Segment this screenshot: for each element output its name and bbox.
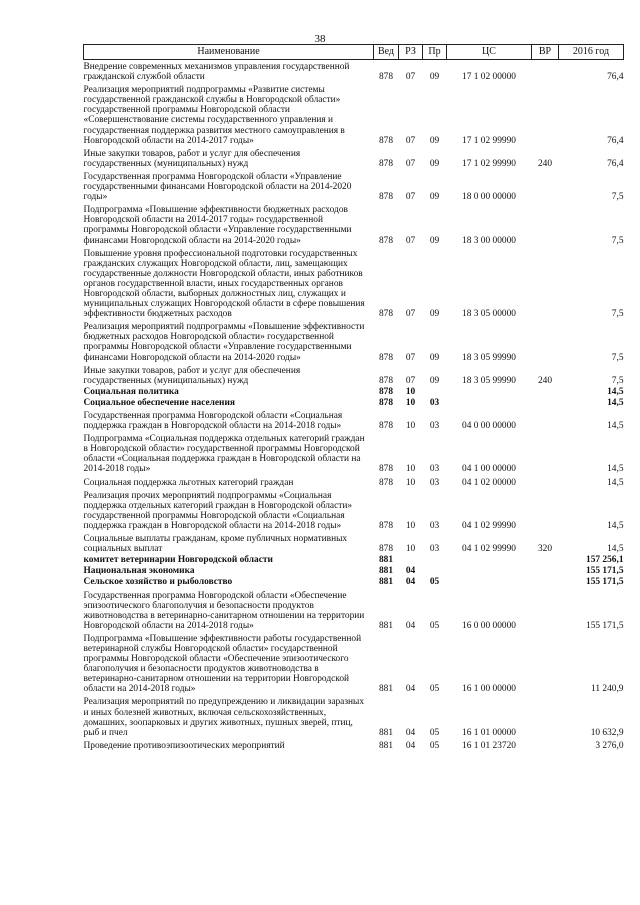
cell-cs: 04 1 02 99990 (462, 544, 516, 555)
cell-rz: 10 (405, 544, 416, 555)
cell-cs: 18 3 05 99990 (462, 375, 516, 386)
cell-name: Внедрение современных механизмов управления государственной гражданской службой области (83, 62, 350, 83)
table-body (84, 60, 624, 752)
cell-cs (447, 387, 532, 398)
table-row (84, 476, 624, 489)
cell-cs: 17 1 02 99990 (462, 158, 516, 169)
cell-cs (447, 577, 532, 588)
table-row (84, 320, 624, 363)
cell-amount: 155 171,5 (586, 566, 624, 577)
cell-pr (423, 555, 447, 566)
cell-pr: 09 (429, 158, 440, 169)
cell-ved: 881 (378, 740, 394, 751)
cell-ved: 878 (378, 421, 394, 432)
cell-vr (532, 432, 559, 475)
cell-name: Подпрограмма «Социальная поддержка отдельных категорий граждан в Новгородской области» государственной программы Новгородской области «Социальная поддержка граждан в Новгородской области на 2014-2018 годы» (83, 434, 365, 475)
cell-amount: 7,5 (611, 375, 624, 386)
table-row (84, 739, 624, 752)
cell-vr: 240 (537, 158, 553, 169)
cell-name: Государственная программа Новгородской области «Управление государственными финансами Новгородской области на 2014-2020 годы» (83, 171, 352, 203)
cell-pr: 03 (429, 421, 440, 432)
cell-ved: 878 (378, 544, 394, 555)
cell-rz: 07 (405, 135, 416, 146)
cell-amount: 14,5 (607, 544, 624, 555)
table-row (84, 364, 624, 387)
cell-rz: 10 (405, 397, 416, 408)
cell-name: Социальные выплаты гражданам, кроме публичных нормативных социальных выплат (83, 534, 348, 555)
cell-pr: 09 (429, 352, 440, 363)
cell-rz: 10 (405, 477, 416, 488)
cell-ved: 878 (378, 309, 394, 320)
cell-name: Реализация прочих мероприятий подпрограммы «Социальная поддержка отдельных категорий граждан в Новгородской области» государственной программы Новгородской области «Социальная поддержка граждан в Новгородской области на 2014-2018 годы» (83, 490, 353, 531)
header-name: Наименование (84, 45, 374, 60)
cell-cs (447, 555, 532, 566)
cell-cs: 16 1 01 23720 (462, 740, 516, 751)
table-row (84, 203, 624, 246)
cell-name: Социальная поддержка льготных категорий граждан (83, 477, 294, 488)
cell-vr (532, 589, 559, 632)
cell-vr (532, 320, 559, 363)
cell-name: комитет ветеринарии Новгородской области (83, 555, 273, 566)
cell-name: Социальное обеспечение населения (83, 397, 235, 408)
cell-ved: 881 (378, 727, 394, 738)
cell-ved: 878 (378, 375, 394, 386)
cell-ved: 881 (378, 684, 394, 695)
cell-amount: 76,4 (607, 72, 624, 83)
cell-ved: 878 (378, 192, 394, 203)
cell-ved: 881 (378, 577, 394, 588)
cell-ved: 881 (378, 566, 394, 577)
cell-name: Проведение противоэпизоотических мероприятий (83, 740, 285, 751)
cell-pr: 03 (429, 397, 440, 408)
cell-vr (532, 489, 559, 532)
table-row (84, 695, 624, 738)
cell-pr: 09 (429, 235, 440, 246)
cell-cs: 04 1 02 00000 (462, 477, 516, 488)
cell-amount: 7,5 (611, 235, 624, 246)
cell-rz (399, 555, 423, 566)
cell-ved: 878 (378, 352, 394, 363)
cell-amount: 155 171,5 (586, 620, 624, 631)
cell-rz: 07 (405, 375, 416, 386)
cell-pr: 03 (429, 464, 440, 475)
cell-ved: 878 (378, 464, 394, 475)
cell-name: Реализация мероприятий подпрограммы «Повышение эффективности бюджетных расходов Новгородской области» государственной программы Новгородской области «Управление государственными финансами Новгородской области на 2014-2020 годы» (83, 322, 365, 363)
cell-ved: 878 (378, 135, 394, 146)
cell-cs: 18 3 05 99990 (462, 352, 516, 363)
cell-ved: 881 (378, 620, 394, 631)
cell-vr: 320 (537, 544, 553, 555)
table-row (84, 60, 624, 84)
cell-amount: 14,5 (607, 520, 624, 531)
cell-rz: 07 (405, 235, 416, 246)
cell-vr (532, 83, 559, 147)
cell-cs: 16 0 00 00000 (462, 620, 516, 631)
cell-vr (532, 632, 559, 696)
cell-vr (532, 170, 559, 203)
cell-name: Иные закупки товаров, работ и услуг для обеспечения государственных (муниципальных) нужд (83, 365, 301, 386)
cell-ved: 878 (378, 72, 394, 83)
cell-pr: 03 (429, 477, 440, 488)
cell-rz: 10 (405, 520, 416, 531)
cell-ved: 881 (378, 555, 394, 566)
cell-pr: 09 (429, 309, 440, 320)
cell-amount: 14,5 (607, 464, 624, 475)
cell-name: Государственная программа Новгородской области «Обеспечение эпизоотического благополучия и безопасности продуктов животноводства в ветеринарно-санитарном отношении на территории Новгородской области на 2014-2018 годы» (83, 590, 365, 631)
cell-cs: 16 1 01 00000 (462, 727, 516, 738)
cell-cs: 16 1 00 00000 (462, 684, 516, 695)
cell-name: Реализация мероприятий подпрограммы «Развитие системы государственной гражданской службы в Новгородской области» государственной программы Новгородской области «Совершенствование системы государственного управления и государственная поддержка развития местного самоуправления в Новгородской области на 2014-2017 годы» (83, 85, 345, 146)
cell-vr (532, 566, 559, 577)
table-row (84, 589, 624, 632)
table-row (84, 170, 624, 203)
cell-ved: 878 (378, 386, 394, 397)
cell-amount: 7,5 (611, 192, 624, 203)
cell-rz: 07 (405, 72, 416, 83)
cell-name: Подпрограмма «Повышение эффективности бюджетных расходов Новгородской области на 2014-2017 годы» государственной программы Новгородской области «Управление государственными финансами Новгородской области на 2014-2020 годы» (83, 205, 352, 246)
cell-amount: 7,5 (611, 352, 624, 363)
cell-vr (532, 60, 559, 84)
cell-rz: 07 (405, 192, 416, 203)
cell-name: Реализация мероприятий по предупреждению и ликвидации заразных и иных болезней животных, включая сельскохозяйственных, домашних, зоопарковых и других животных, пушных зверей, птиц, рыб и пчел (83, 697, 365, 738)
table-row (84, 247, 624, 321)
cell-rz: 10 (405, 421, 416, 432)
cell-amount: 11 240,9 (591, 684, 624, 695)
cell-cs: 17 1 02 99990 (462, 135, 516, 146)
table-row (84, 532, 624, 555)
cell-cs: 18 3 00 00000 (462, 235, 516, 246)
cell-rz: 10 (405, 464, 416, 475)
cell-pr (423, 566, 447, 577)
cell-amount: 7,5 (611, 309, 624, 320)
cell-pr (423, 387, 447, 398)
cell-rz: 04 (405, 740, 416, 751)
cell-pr: 09 (429, 72, 440, 83)
cell-name: Национальная экономика (83, 566, 195, 577)
header-cs: ЦС (447, 45, 532, 60)
cell-amount: 76,4 (607, 158, 624, 169)
cell-rz: 07 (405, 158, 416, 169)
table-row (84, 83, 624, 147)
cell-cs: 17 1 02 00000 (462, 72, 516, 83)
table-row (84, 387, 624, 398)
cell-pr: 05 (429, 620, 440, 631)
table-row (84, 409, 624, 432)
table-row (84, 632, 624, 696)
table-row (84, 566, 624, 577)
cell-pr: 05 (429, 727, 440, 738)
cell-cs: 18 0 00 00000 (462, 192, 516, 203)
cell-ved: 878 (378, 397, 394, 408)
cell-rz: 10 (405, 386, 416, 397)
cell-rz: 07 (405, 309, 416, 320)
cell-rz: 04 (405, 684, 416, 695)
cell-vr (532, 387, 559, 398)
cell-pr: 05 (429, 740, 440, 751)
cell-cs: 04 1 02 99990 (462, 520, 516, 531)
cell-amount: 155 171,5 (586, 577, 624, 588)
table-header-row (84, 45, 624, 60)
cell-name: Государственная программа Новгородской области «Социальная поддержка граждан в Новгородской области на 2014-2018 годы» (83, 411, 343, 432)
cell-name: Подпрограмма «Повышение эффективности работы государственной ветеринарной службы Новгородской области» государственной программы Новгородской области «Обеспечение эпизоотического благополучия и безопасности продуктов животноводства в ветеринарно-санитарном отношении на территории Новгородской области на 2014-2018 годы» (83, 633, 362, 695)
cell-vr (532, 739, 559, 752)
cell-amount: 3 276,0 (595, 740, 624, 751)
cell-rz: 04 (405, 566, 416, 577)
cell-ved: 878 (378, 477, 394, 488)
cell-amount: 10 632,9 (590, 727, 624, 738)
cell-pr: 03 (429, 544, 440, 555)
cell-ved: 878 (378, 520, 394, 531)
header-pr: Пр (423, 45, 447, 60)
cell-rz: 07 (405, 352, 416, 363)
cell-amount: 14,5 (607, 397, 624, 408)
cell-amount: 14,5 (607, 386, 624, 397)
cell-pr: 05 (429, 684, 440, 695)
cell-pr: 03 (429, 520, 440, 531)
cell-cs (447, 566, 532, 577)
cell-vr (532, 695, 559, 738)
cell-vr (532, 476, 559, 489)
table-row (84, 432, 624, 475)
table-row (84, 577, 624, 588)
cell-pr: 09 (429, 135, 440, 146)
cell-amount: 14,5 (607, 421, 624, 432)
cell-pr: 05 (429, 577, 440, 588)
table-row (84, 147, 624, 170)
budget-table (83, 44, 624, 752)
cell-vr (532, 409, 559, 432)
table-row (84, 555, 624, 566)
header-rz: РЗ (399, 45, 423, 60)
cell-amount: 76,4 (607, 135, 624, 146)
cell-name: Повышение уровня профессиональной подготовки государственных гражданских служащих Новгородской области, лиц, замещающих государственные должности Новгородской области, иных работников органов государственной власти, иных государственных органов Новгородской области, выборных должностных лиц, служащих и муниципальных служащих Новгородской области в сфере повышения эффективности бюджетных расходов (83, 248, 365, 320)
header-year: 2016 год (559, 45, 624, 60)
cell-ved: 878 (378, 235, 394, 246)
cell-rz: 04 (405, 727, 416, 738)
cell-pr: 09 (429, 375, 440, 386)
cell-vr (532, 555, 559, 566)
cell-rz: 04 (405, 577, 416, 588)
cell-name: Социальная политика (83, 386, 179, 397)
cell-vr (532, 577, 559, 588)
cell-amount: 14,5 (607, 477, 624, 488)
cell-vr: 240 (537, 375, 553, 386)
cell-vr (532, 398, 559, 409)
page-number: 38 (314, 33, 326, 45)
cell-pr: 09 (429, 192, 440, 203)
cell-name: Сельское хозяйство и рыболовство (83, 577, 233, 588)
header-vr: ВР (532, 45, 559, 60)
cell-vr (532, 247, 559, 321)
cell-vr (532, 203, 559, 246)
cell-rz: 04 (405, 620, 416, 631)
cell-amount: 157 256,1 (586, 555, 624, 566)
cell-name: Иные закупки товаров, работ и услуг для обеспечения государственных (муниципальных) нужд (83, 148, 301, 169)
cell-cs: 04 0 00 00000 (462, 421, 516, 432)
table-row (84, 489, 624, 532)
cell-cs (447, 398, 532, 409)
table-row (84, 398, 624, 409)
cell-cs: 18 3 05 00000 (462, 309, 516, 320)
cell-ved: 878 (378, 158, 394, 169)
header-ved: Вед (374, 45, 399, 60)
cell-cs: 04 1 00 00000 (462, 464, 516, 475)
